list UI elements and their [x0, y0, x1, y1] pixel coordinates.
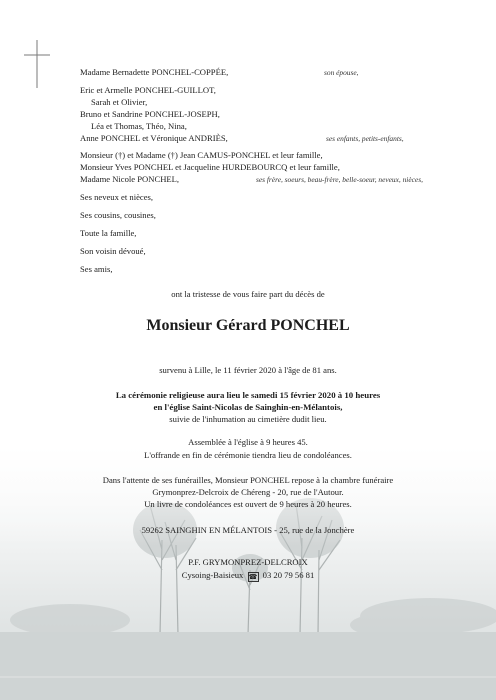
family-line: Madame Nicole PONCHEL, — [80, 174, 180, 184]
family-line: Ses neveux et nièces, — [80, 192, 154, 202]
bottom-edge-divider — [0, 676, 496, 678]
undertaker-phone[interactable]: 03 20 79 56 81 — [262, 570, 315, 580]
family-line: Madame Bernadette PONCHEL-COPPÉE, — [80, 67, 229, 77]
family-line: Anne PONCHEL et Véronique ANDRIÈS, — [80, 133, 228, 143]
assembly-line: Assemblée à l'église à 9 heures 45. — [188, 437, 308, 447]
family-line: Monsieur (†) et Madame (†) Jean CAMUS-PONCHEL et leur famille, — [80, 150, 323, 160]
ceremony-line: La cérémonie religieuse aura lieu le samedi 15 février 2020 à 10 heures — [115, 390, 381, 400]
ceremony-line: en l'église Saint-Nicolas de Sainghin-en-Mélantois, — [153, 402, 343, 412]
family-role: ses frère, soeurs, beau-frère, belle-soeur, neveux, nièces, — [256, 175, 423, 184]
family-line: Sarah et Olivier, — [91, 97, 148, 107]
telephone-icon: ☎ — [248, 573, 258, 581]
family-line: Toute la famille, — [80, 228, 137, 238]
cross-icon — [24, 40, 50, 88]
death-info: survenu à Lille, le 11 février 2020 à l'âge de 81 ans. — [159, 365, 337, 375]
family-line: Ses amis, — [80, 264, 113, 274]
intro-text: ont la tristesse de vous faire part du décès de — [171, 289, 325, 299]
deceased-name: Monsieur Gérard PONCHEL — [146, 317, 350, 334]
undertaker-contact — [0, 571, 496, 582]
family-line: Son voisin dévoué, — [80, 246, 146, 256]
family-line: Bruno et Sandrine PONCHEL-JOSEPH, — [80, 109, 220, 119]
ceremony-line: suivie de l'inhumation au cimetière dudit lieu. — [169, 414, 327, 424]
family-address: 59262 SAINGHIN EN MÉLANTOIS - 25, rue de la Jonchère — [141, 525, 355, 535]
funeral-home-line: Dans l'attente de ses funérailles, Monsieur PONCHEL repose à la chambre funéraire — [102, 475, 394, 485]
family-role: son épouse, — [324, 68, 359, 77]
family-line: Léa et Thomas, Théo, Nina, — [91, 121, 187, 131]
family-line: Eric et Armelle PONCHEL-GUILLOT, — [80, 85, 216, 95]
funeral-home-line: Grymonprez-Delcroix de Chéreng - 20, rue de l'Autour. — [152, 487, 344, 497]
funeral-home-line: Un livre de condoléances est ouvert de 9 heures à 20 heures. — [144, 499, 352, 509]
undertaker-name: P.F. GRYMONPREZ-DELCROIX — [188, 557, 308, 567]
family-role: ses enfants, petits-enfants, — [326, 134, 404, 143]
family-line: Monsieur Yves PONCHEL et Jacqueline HURDEBOURCQ et leur famille, — [80, 162, 340, 172]
family-line: Ses cousins, cousines, — [80, 210, 156, 220]
assembly-line: L'offrande en fin de cérémonie tiendra lieu de condoléances. — [144, 450, 352, 460]
undertaker-city: Cysoing-Baisieux — [181, 570, 244, 580]
